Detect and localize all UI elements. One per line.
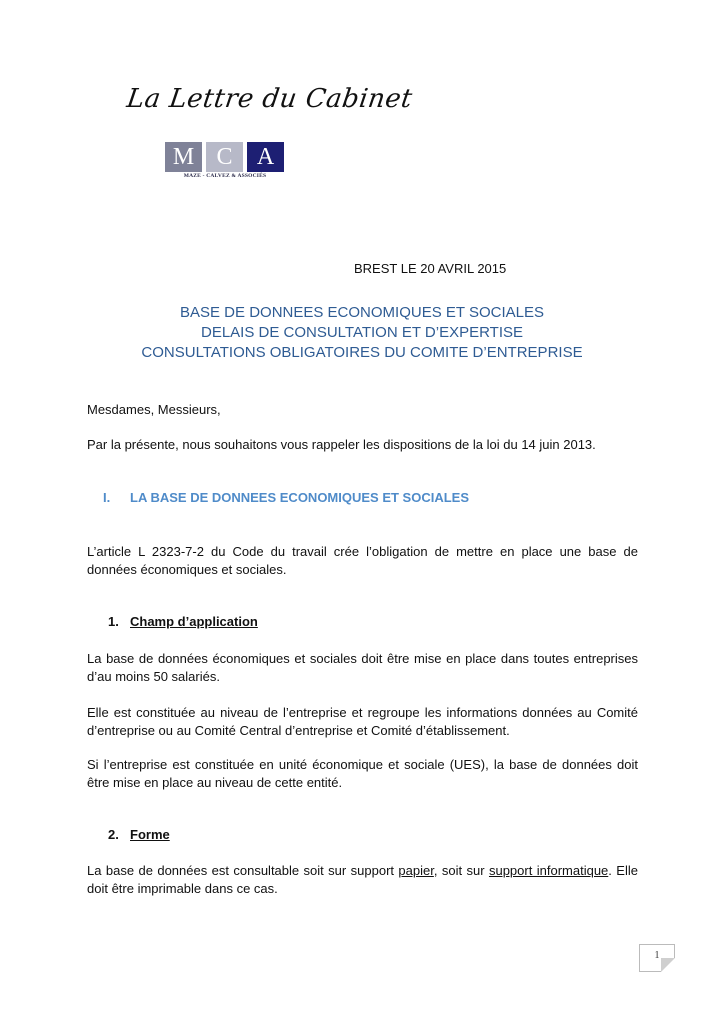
subsection-2-number: 2. [108, 827, 119, 842]
letter-script-title: La Lettre du Cabinet [124, 84, 415, 114]
section-1-number: I. [103, 490, 111, 505]
title-line-3: CONSULTATIONS OBLIGATOIRES DU COMITE D’ENTREPRISE [141, 344, 583, 361]
greeting: Mesdames, Messieurs, [87, 402, 221, 417]
forme-text-2: , soit sur [433, 863, 489, 878]
forme-underlined-support-informatique: support informatique [488, 863, 609, 878]
subsection-1-heading [108, 614, 258, 629]
logo-letter-c: C [206, 142, 243, 172]
title-line-1: BASE DE DONNEES ECONOMIQUES ET SOCIALES [180, 304, 544, 321]
subsection-1-paragraph-3: Si l’entreprise est constituée en unité économique et sociale (UES), la base de données doit être mise en place au niveau de cette entité. [87, 757, 638, 790]
subsection-1-paragraph-2: Elle est constituée au niveau de l’entreprise et regroupe les informations données au Comité d’entreprise ou au Comité Central d’entreprise et Comité d’établissement. [87, 705, 638, 738]
section-1-title: LA BASE DE DONNEES ECONOMIQUES ET SOCIALES [130, 490, 470, 505]
subsection-2-heading [108, 827, 170, 842]
logo-letter-m: M [165, 142, 202, 172]
section-1-paragraph: L’article L 2323-7-2 du Code du travail crée l’obligation de mettre en place une base de données économiques et sociales. [87, 544, 638, 577]
forme-text-1: La base de données est consultable soit sur support [87, 863, 399, 878]
forme-text-3: . Elle doit être imprimable dans ce cas. [87, 863, 638, 896]
logo-subtitle: MAZE - CALVEZ & ASSOCIÉS [183, 173, 267, 179]
intro-paragraph: Par la présente, nous souhaitons vous rappeler les dispositions de la loi du 14 juin 2013. [87, 437, 596, 452]
subsection-1-title: Champ d’application [130, 614, 258, 629]
forme-underlined-papier: papier [398, 863, 434, 878]
logo-letter-a: A [247, 142, 284, 172]
title-line-2: DELAIS DE CONSULTATION ET D’EXPERTISE [200, 324, 524, 341]
subsection-1-number: 1. [108, 614, 119, 629]
subsection-2-title: Forme [130, 827, 170, 842]
mca-logo [165, 142, 285, 180]
section-1-heading [103, 490, 469, 505]
subsection-2-paragraph [87, 862, 638, 898]
page-number-box [639, 944, 675, 972]
letter-date: BREST LE 20 AVRIL 2015 [354, 261, 507, 276]
page-curl-icon [661, 958, 675, 972]
document-titles [60, 303, 664, 363]
page-number: 1 [654, 950, 660, 961]
subsection-1-paragraph-1: La base de données économiques et sociales doit être mise en place dans toutes entreprises d’au moins 50 salariés. [87, 651, 638, 684]
